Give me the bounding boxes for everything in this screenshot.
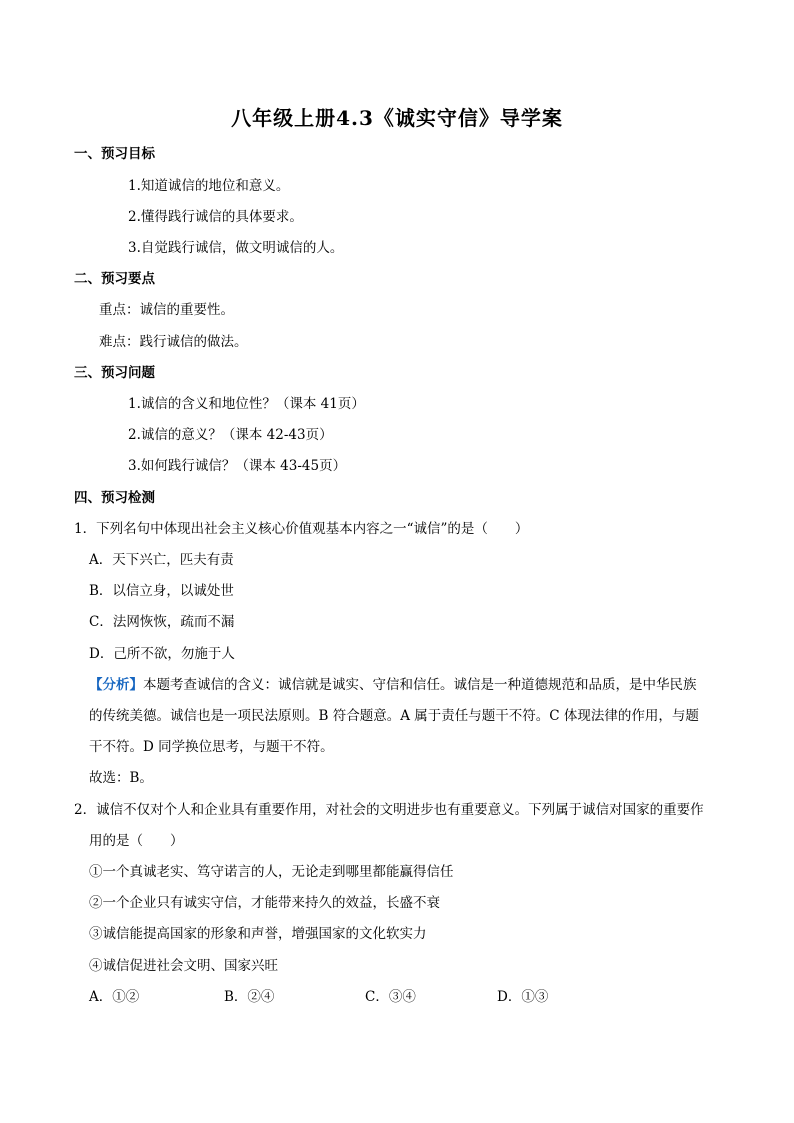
q1-stem: 1．下列名句中体现出社会主义核心价值观基本内容之一“诚信”的是（ ） bbox=[74, 521, 529, 537]
q2-option-c: C．③④ bbox=[365, 989, 416, 1005]
q2-options-row bbox=[89, 987, 729, 1007]
question-item: 3.如何践行诚信？（课本 43-45页） bbox=[128, 458, 347, 474]
q2-statement: ①一个真诚老实、笃守诺言的人，无论走到哪里都能赢得信任 bbox=[89, 864, 454, 880]
q1-option-d: D．己所不欲，勿施于人 bbox=[89, 646, 235, 662]
question-item: 1.诚信的含义和地位性？（课本 41页） bbox=[128, 396, 365, 412]
q1-option-a: A．天下兴亡，匹夫有责 bbox=[89, 552, 234, 568]
q1-answer: 故选：B。 bbox=[89, 770, 153, 786]
goal-item: 1.知道诚信的地位和意义。 bbox=[128, 178, 290, 194]
q1-analysis-line: 的传统美德。诚信也是一项民法原则。B 符合题意。A 属于责任与题干不符。C 体现法律的作用，与题 bbox=[89, 708, 699, 724]
analysis-text: 本题考查诚信的含义：诚信就是诚实、守信和信任。诚信是一种道德规范和品质，是中华民族 bbox=[143, 677, 697, 693]
q2-statement: ④诚信促进社会文明、国家兴旺 bbox=[89, 958, 278, 974]
section-heading-goals: 一、预习目标 bbox=[74, 146, 155, 162]
question-item: 2.诚信的意义？（课本 42-43页） bbox=[128, 427, 333, 443]
section-heading-questions: 三、预习问题 bbox=[74, 365, 155, 381]
keypoint-item: 重点：诚信的重要性。 bbox=[99, 302, 234, 318]
goal-item: 2.懂得践行诚信的具体要求。 bbox=[128, 209, 303, 225]
q2-statement: ②一个企业只有诚实守信，才能带来持久的效益，长盛不衰 bbox=[89, 895, 440, 911]
keypoint-item: 难点：践行诚信的做法。 bbox=[99, 334, 248, 350]
q2-option-b: B．②④ bbox=[224, 989, 275, 1005]
page-title: 八年级上册4.3《诚实守信》导学案 bbox=[231, 106, 563, 130]
q2-option-d: D．①③ bbox=[497, 989, 549, 1005]
section-heading-check: 四、预习检测 bbox=[74, 490, 155, 506]
goal-item: 3.自觉践行诚信，做文明诚信的人。 bbox=[128, 240, 344, 256]
section-heading-keypoints: 二、预习要点 bbox=[74, 271, 155, 287]
q1-option-b: B．以信立身，以诚处世 bbox=[89, 583, 234, 599]
q2-option-a: A．①② bbox=[89, 989, 140, 1005]
q2-statement: ③诚信能提高国家的形象和声誉，增强国家的文化软实力 bbox=[89, 926, 427, 942]
q1-analysis-line bbox=[89, 675, 697, 695]
q2-stem-cont: 用的是（ ） bbox=[89, 833, 184, 849]
q1-option-c: C．法网恢恢，疏而不漏 bbox=[89, 614, 235, 630]
q2-stem: 2．诚信不仅对个人和企业具有重要作用，对社会的文明进步也有重要意义。下列属于诚信对国家的重要作 bbox=[74, 802, 704, 818]
q1-analysis-line: 干不符。D 同学换位思考，与题干不符。 bbox=[89, 739, 334, 755]
analysis-tag: 【分析】 bbox=[89, 677, 143, 693]
